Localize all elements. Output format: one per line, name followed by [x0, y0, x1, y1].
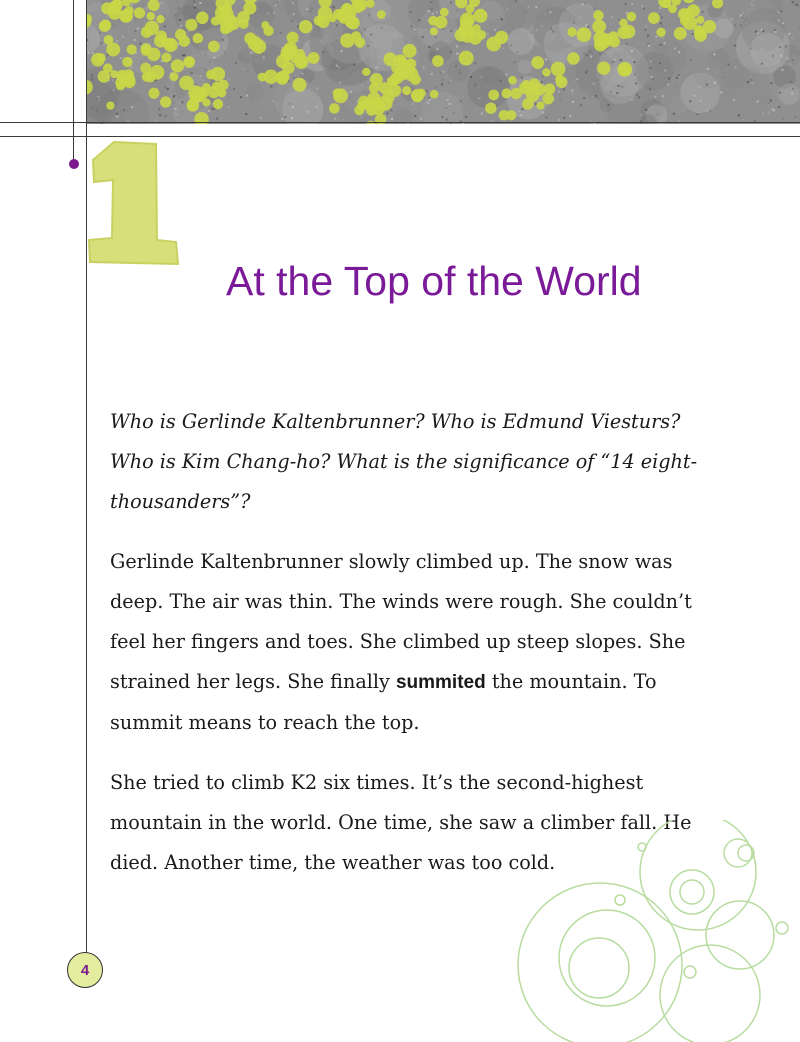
chapter-number: [84, 140, 180, 266]
header-banner: [86, 0, 800, 124]
page-number-badge: [67, 952, 103, 988]
paragraph-1: [110, 542, 700, 743]
short-vertical-rule: [73, 0, 74, 165]
page-number: 4: [80, 961, 90, 979]
bullet-dot: [69, 159, 79, 169]
top-rule-line: [0, 122, 800, 123]
decorative-circles: [500, 820, 800, 1042]
vocab-word: summited: [395, 672, 486, 693]
paragraph-1-text-a: Gerlinde Kaltenbrunner slowly climbed up. The snow was deep. The air was thin. The winds were rough. She couldn’t feel her fingers and toes. She climbed up steep slopes. She strained her legs. She finally: [110, 550, 692, 693]
banner-texture: [86, 0, 800, 124]
second-rule-line: [0, 136, 800, 137]
intro-questions: Who is Gerlinde Kaltenbrunner? Who is Edmund Viesturs? Who is Kim Chang-ho? What is the significance of “14 eight-thousanders”?: [110, 410, 698, 513]
chapter-title: At the Top of the World: [226, 258, 642, 304]
paragraph-2: She tried to climb K2 six times. It’s the second-highest mountain in the world. One time, she saw a climber fall. He died. Another time, the weather was too cold.: [110, 771, 692, 874]
paragraph-1-text-b: the mountain. To summit means to reach the top.: [110, 670, 657, 734]
